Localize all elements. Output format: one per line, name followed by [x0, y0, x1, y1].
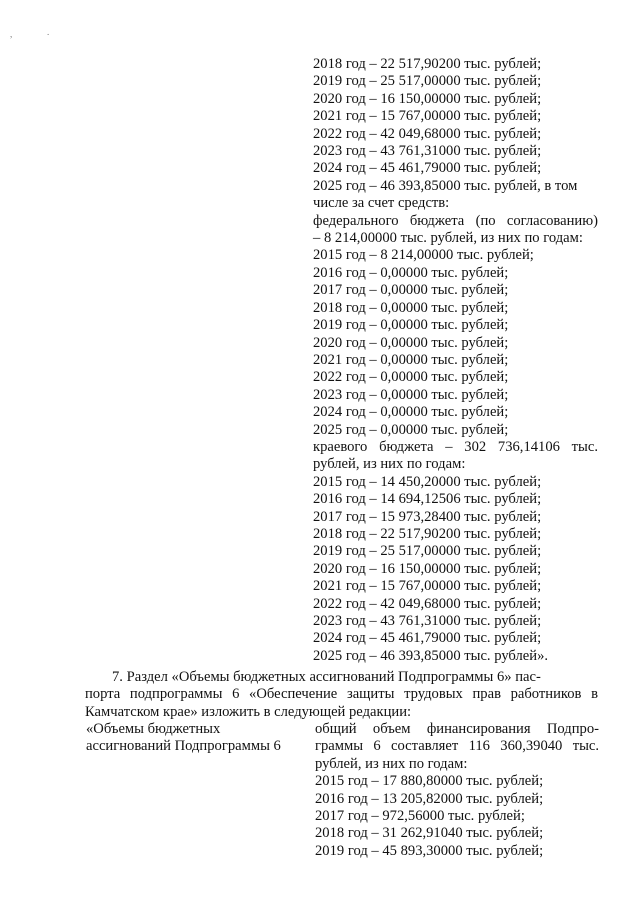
federal-year-line: 2019 год – 0,00000 тыс. рублей;: [313, 317, 509, 334]
regional-year-line: 2020 год – 16 150,00000 тыс. рублей;: [313, 560, 542, 577]
year-line: 2016 год – 13 205,82000 тыс. рублей;: [315, 790, 544, 807]
funding-lower-block: [315, 721, 599, 860]
amendment-paragraph-7: [85, 669, 598, 721]
federal-total: – 8 214,00000 тыс. рублей, из них по годам:: [313, 230, 583, 247]
regional-subheading: рублей, из них по годам:: [313, 456, 466, 473]
regional-year-line: 2025 год – 46 393,85000 тыс. рублей».: [313, 647, 549, 664]
paragraph-line: 7. Раздел «Объемы бюджетных ассигнований Подпрограммы 6» пас-: [112, 669, 541, 685]
federal-year-line: 2023 год – 0,00000 тыс. рублей;: [313, 386, 509, 403]
regional-year-line: 2015 год – 14 450,20000 тыс. рублей;: [313, 473, 542, 490]
federal-heading: федерального бюджета (по согласованию): [313, 212, 598, 229]
federal-year-line: 2021 год – 0,00000 тыс. рублей;: [313, 351, 509, 368]
federal-year-line: 2025 год – 0,00000 тыс. рублей;: [313, 421, 509, 438]
funding-upper-block: [313, 56, 598, 665]
year-line: 2023 год – 43 761,31000 тыс. рублей;: [313, 143, 542, 160]
margin-mark: ,: [10, 29, 13, 39]
regional-year-line: 2017 год – 15 973,28400 тыс. рублей;: [313, 508, 542, 525]
federal-year-line: 2016 год – 0,00000 тыс. рублей;: [313, 264, 509, 281]
regional-year-line: 2018 год – 22 517,90200 тыс. рублей;: [313, 525, 542, 542]
regional-year-line: 2022 год – 42 049,68000 тыс. рублей;: [313, 595, 542, 612]
year-line: 2022 год – 42 049,68000 тыс. рублей;: [313, 125, 542, 142]
year-line: 2018 год – 31 262,91040 тыс. рублей;: [315, 825, 544, 842]
year-line: 2020 год – 16 150,00000 тыс. рублей;: [313, 90, 542, 107]
federal-year-line: 2015 год – 8 214,00000 тыс. рублей;: [313, 247, 534, 264]
regional-year-line: 2024 год – 45 461,79000 тыс. рублей;: [313, 630, 542, 647]
federal-year-line: 2024 год – 0,00000 тыс. рублей;: [313, 404, 509, 421]
year-line: 2019 год – 25 517,00000 тыс. рублей;: [313, 73, 542, 90]
regional-year-line: 2016 год – 14 694,12506 тыс. рублей;: [313, 491, 542, 508]
regional-year-line: 2023 год – 43 761,31000 тыс. рублей;: [313, 613, 542, 629]
year-line: 2019 год – 45 893,30000 тыс. рублей;: [315, 842, 544, 859]
year-line: 2018 год – 22 517,90200 тыс. рублей;: [313, 56, 542, 72]
paragraph-line: порта подпрограммы 6 «Обеспечение защиты трудовых прав работников в: [85, 686, 598, 703]
funding-intro-line: рублей, из них по годам:: [315, 755, 468, 772]
federal-year-line: 2022 год – 0,00000 тыс. рублей;: [313, 369, 509, 386]
year-line: 2021 год – 15 767,00000 тыс. рублей;: [313, 108, 542, 125]
federal-year-line: 2020 год – 0,00000 тыс. рублей;: [313, 334, 509, 351]
year-line: 2015 год – 17 880,80000 тыс. рублей;: [315, 773, 544, 790]
regional-heading: краевого бюджета – 302 736,14106 тыс.: [313, 438, 598, 455]
including-line: числе за счет средств:: [313, 195, 450, 212]
federal-year-line: 2018 год – 0,00000 тыс. рублей;: [313, 299, 509, 316]
regional-year-line: 2021 год – 15 767,00000 тыс. рублей;: [313, 578, 542, 595]
funding-intro-line: граммы 6 составляет 116 360,39040 тыс.: [315, 738, 599, 755]
regional-year-line: 2019 год – 25 517,00000 тыс. рублей;: [313, 543, 542, 560]
paragraph-line: Камчатском крае» изложить в следующей редакции:: [85, 703, 412, 720]
margin-mark: .: [47, 27, 50, 37]
section-label-line: ассигнований Подпрограммы 6: [86, 738, 281, 755]
funding-intro-line: общий объем финансирования Подпро-: [315, 721, 599, 737]
year-line: 2024 год – 45 461,79000 тыс. рублей;: [313, 160, 542, 177]
year-line-total: 2025 год – 46 393,85000 тыс. рублей, в том: [313, 177, 578, 194]
year-line: 2017 год – 972,56000 тыс. рублей;: [315, 808, 525, 825]
section-label-line: «Объемы бюджетных: [86, 721, 221, 737]
section-label: [86, 721, 301, 756]
federal-year-line: 2017 год – 0,00000 тыс. рублей;: [313, 282, 509, 299]
